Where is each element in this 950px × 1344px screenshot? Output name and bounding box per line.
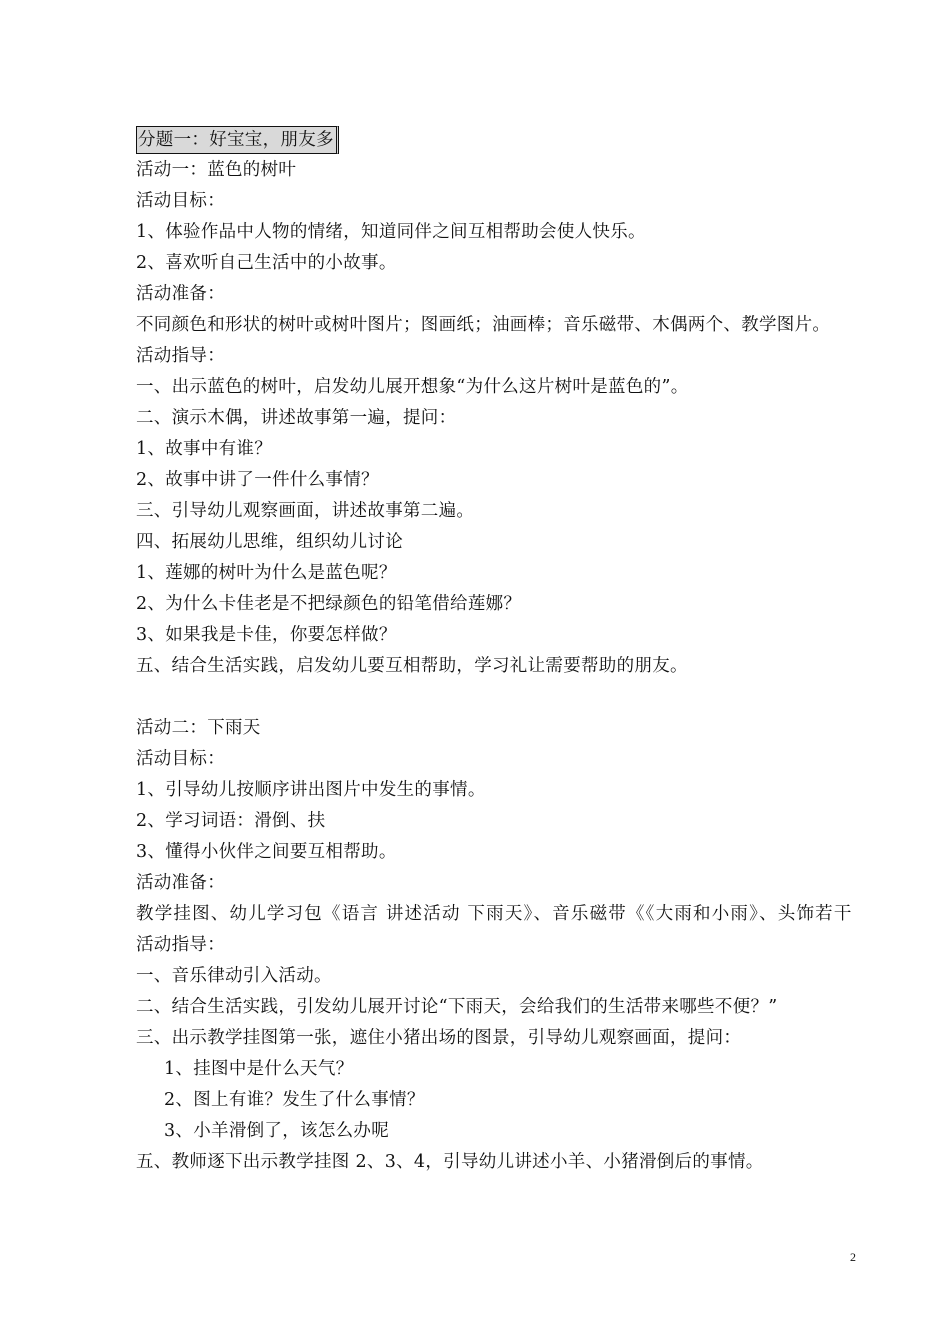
activity1-guide-step: 四、拓展幼儿思维，组织幼儿讨论 bbox=[136, 532, 403, 552]
activity1-goals-label: 活动目标： bbox=[136, 191, 225, 211]
activity1-guide-step: 五、结合生活实践，启发幼儿要互相帮助，学习礼让需要帮助的朋友。 bbox=[136, 656, 688, 676]
activity1-guide-step: 二、演示木偶，讲述故事第一遍，提问： bbox=[136, 408, 457, 428]
activity2-prep: 教学挂图、幼儿学习包《语言 讲述活动 下雨天》、音乐磁带《《大雨和小雨》、头饰若干 bbox=[136, 904, 853, 924]
activity2-question: 1、挂图中是什么天气？ bbox=[164, 1059, 354, 1079]
activity1-goal-2: 2、喜欢听自己生活中的小故事。 bbox=[136, 253, 397, 273]
activity2-goals-label: 活动目标： bbox=[136, 749, 225, 769]
activity1-guide-step: 2、故事中讲了一件什么事情？ bbox=[136, 470, 379, 490]
activity2-question: 3、小羊滑倒了，该怎么办呢 bbox=[164, 1121, 390, 1141]
activity2-guide-step: 一、音乐律动引入活动。 bbox=[136, 966, 332, 986]
activity2-question: 2、图上有谁？发生了什么事情？ bbox=[164, 1090, 425, 1110]
activity2-goal-3: 3、懂得小伙伴之间要互相帮助。 bbox=[136, 842, 397, 862]
activity1-guide-step: 1、莲娜的树叶为什么是蓝色呢？ bbox=[136, 563, 397, 583]
document-body bbox=[136, 124, 866, 1178]
activity2-title: 活动二：下雨天 bbox=[136, 718, 261, 738]
activity1-guide-step: 三、引导幼儿观察画面，讲述故事第二遍。 bbox=[136, 501, 475, 521]
activity1-guide-step: 1、故事中有谁？ bbox=[136, 439, 273, 459]
blank-line bbox=[136, 682, 866, 713]
activity2-guide-step: 三、出示教学挂图第一张，遮住小猪出场的图景，引导幼儿观察画面，提问： bbox=[136, 1028, 742, 1048]
activity2-guide-label: 活动指导： bbox=[136, 935, 225, 955]
activity2-goal-2: 2、学习词语：滑倒、扶 bbox=[136, 811, 326, 831]
activity1-guide-step: 2、为什么卡佳老是不把绿颜色的铅笔借给莲娜？ bbox=[136, 594, 522, 614]
activity1-goal-1: 1、体验作品中人物的情绪，知道同伴之间互相帮助会使人快乐。 bbox=[136, 222, 646, 242]
section-heading: 分题一：好宝宝，朋友多 bbox=[136, 126, 339, 154]
activity1-guide-step: 3、如果我是卡佳，你要怎样做？ bbox=[136, 625, 397, 645]
activity1-guide-step: 一、出示蓝色的树叶，启发幼儿展开想象“为什么这片树叶是蓝色的”。 bbox=[136, 377, 689, 397]
page-number: 2 bbox=[850, 1250, 856, 1264]
activity1-prep: 不同颜色和形状的树叶或树叶图片；图画纸；油画棒；音乐磁带、木偶两个、教学图片。 bbox=[136, 315, 831, 335]
activity2-prep-label: 活动准备： bbox=[136, 873, 225, 893]
activity1-prep-label: 活动准备： bbox=[136, 284, 225, 304]
activity2-goal-1: 1、引导幼儿按顺序讲出图片中发生的事情。 bbox=[136, 780, 486, 800]
activity1-title: 活动一：蓝色的树叶 bbox=[136, 160, 297, 180]
activity1-guide-label: 活动指导： bbox=[136, 346, 225, 366]
activity2-guide-step: 二、结合生活实践，引发幼儿展开讨论“下雨天，会给我们的生活带来哪些不便？” bbox=[136, 997, 778, 1017]
section-heading-row bbox=[136, 124, 866, 155]
activity2-final-step: 五、教师逐下出示教学挂图 2、3、4，引导幼儿讲述小羊、小猪滑倒后的事情。 bbox=[136, 1152, 764, 1172]
